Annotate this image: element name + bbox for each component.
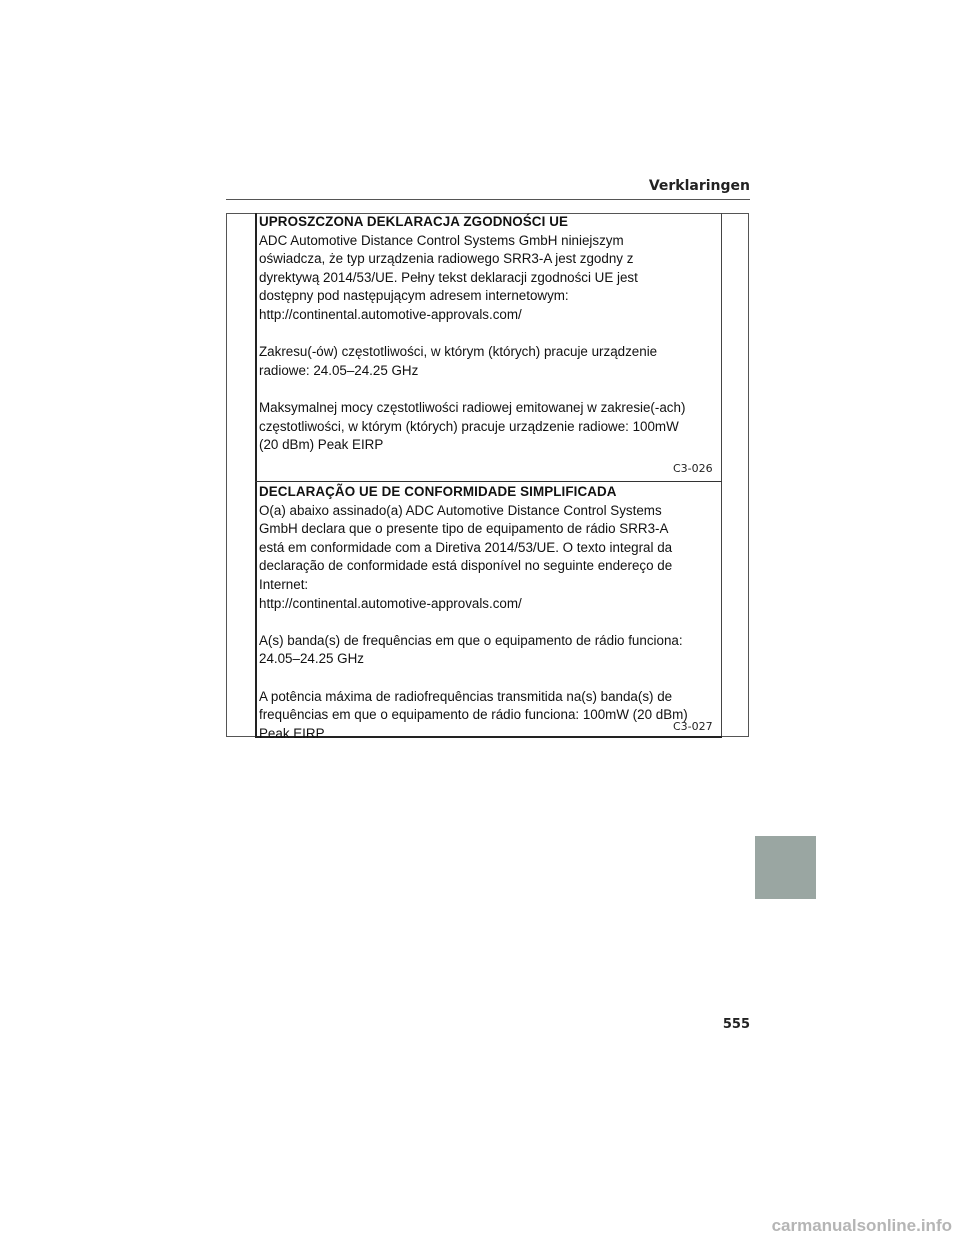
polish-heading: UPROSZCZONA DEKLARACJA ZGODNOŚCI UE	[259, 214, 569, 229]
portuguese-band-line: 24.05–24.25 GHz	[259, 651, 364, 667]
header-rule	[226, 199, 750, 200]
chapter-tab[interactable]	[755, 836, 816, 899]
polish-power-line: częstotliwości, w którym (których) pracuje urządzenie radiowe: 100mW	[259, 418, 679, 434]
portuguese-url: http://continental.automotive-approvals.com/	[259, 595, 522, 611]
section-divider	[255, 481, 722, 482]
portuguese-intro-line: GmbH declara que o presente tipo de equipamento de rádio SRR3-A	[259, 521, 669, 537]
portuguese-code: C3-027	[673, 720, 713, 733]
polish-declaration	[259, 213, 721, 455]
polish-intro-line: ADC Automotive Distance Control Systems GmbH niniejszym	[259, 232, 624, 248]
polish-url: http://continental.automotive-approvals.com/	[259, 306, 522, 322]
portuguese-power-line: frequências em que o equipamento de rádio funciona: 100mW (20 dBm)	[259, 707, 688, 723]
polish-intro-line: oświadcza, że typ urządzenia radiowego SRR3-A jest zgodny z	[259, 251, 634, 267]
polish-intro-line: dostępny pod następującym adresem internetowym:	[259, 288, 569, 304]
portuguese-declaration	[259, 483, 721, 743]
polish-power-line: (20 dBm) Peak EIRP	[259, 437, 384, 453]
portuguese-intro-line: Internet:	[259, 576, 309, 592]
polish-intro-line: dyrektywą 2014/53/UE. Pełny tekst deklaracji zgodności UE jest	[259, 269, 638, 285]
portuguese-heading: DECLARAÇÃO UE DE CONFORMIDADE SIMPLIFICADA	[259, 484, 617, 499]
portuguese-power-line: A potência máxima de radiofrequências transmitida na(s) banda(s) de	[259, 688, 673, 704]
portuguese-power-line: Peak EIRP	[259, 725, 325, 741]
portuguese-intro-line: O(a) abaixo assinado(a) ADC Automotive Distance Control Systems	[259, 502, 662, 518]
section-title: Verklaringen	[648, 178, 750, 194]
portuguese-intro-line: declaração de conformidade está disponível no seguinte endereço de	[259, 558, 673, 574]
portuguese-band-line: A(s) banda(s) de frequências em que o equipamento de rádio funciona:	[259, 632, 683, 648]
watermark: carmanualsonline.info	[771, 1216, 952, 1235]
polish-code: C3-026	[673, 462, 713, 475]
polish-band-line: radiowe: 24.05–24.25 GHz	[259, 362, 419, 378]
portuguese-intro-line: está em conformidade com a Diretiva 2014/53/UE. O texto integral da	[259, 539, 673, 555]
polish-band-line: Zakresu(-ów) częstotliwości, w którym (których) pracuje urządzenie	[259, 344, 658, 360]
polish-power-line: Maksymalnej mocy częstotliwości radiowej emitowanej w zakresie(-ach)	[259, 399, 686, 415]
page-number: 555	[722, 1017, 750, 1032]
